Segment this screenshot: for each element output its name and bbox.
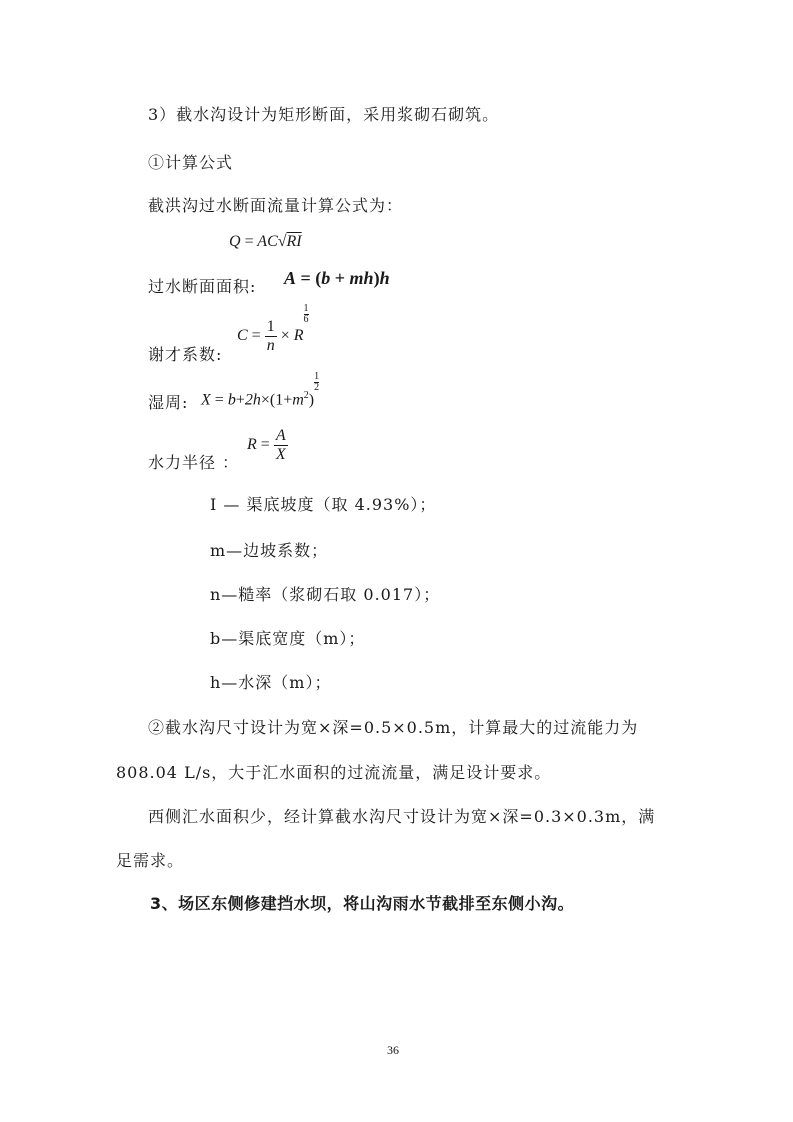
design-paragraph-line-2: 808.04 L/s，大于汇水面积的过流流量，满足设计要求。 [116,763,552,782]
definition-water-depth: h—水深（m）； [210,673,332,692]
section-heading: 3、场区东侧修建挡水坝，将山沟雨水节截排至东侧小沟。 [150,894,575,913]
formula-radius: R = $\frac{A}{X}$ [247,427,286,463]
formula-wetted: $X = b+2h\times(1+m^2)$ $\frac{1}{2}$ [201,371,320,409]
formula-area: A = (b + mh)h [284,268,390,288]
definition-bottom-width: b—渠底宽度（m）； [210,629,366,648]
heading-item-3: 3）截水沟设计为矩形断面，采用浆砌石砌筑。 [148,105,500,124]
west-paragraph-line-1: 西侧汇水面积少，经计算截水沟尺寸设计为宽×深=0.3×0.3m，满 [148,807,656,826]
calc-formula-label: ①计算公式 [148,153,234,172]
formula-chezy: C = $\frac{1}{n}$ × R $\frac{1}{6}$ [237,303,309,354]
flow-intro: 截洪沟过水断面流量计算公式为： [148,196,404,215]
chezy-label: 谢才系数: [148,345,223,364]
area-label: 过水断面面积: [148,277,257,296]
west-paragraph-line-2: 足需求。 [116,851,185,870]
definition-roughness: n—糙率（浆砌石取 0.017）； [210,585,441,604]
definition-slope: I — 渠底坡度（取 4.93%）； [210,495,437,514]
design-paragraph-line-1: ②截水沟尺寸设计为宽×深=0.5×0.5m，计算最大的过流能力为 [148,718,639,737]
wetted-label: 湿周: [148,393,189,412]
page-number: 36 [387,1043,399,1057]
radius-label: 水力半径 ： [148,453,240,472]
formula-flow: Q = AC√RI [229,233,302,250]
definition-side-slope: m—边坡系数； [210,541,329,560]
